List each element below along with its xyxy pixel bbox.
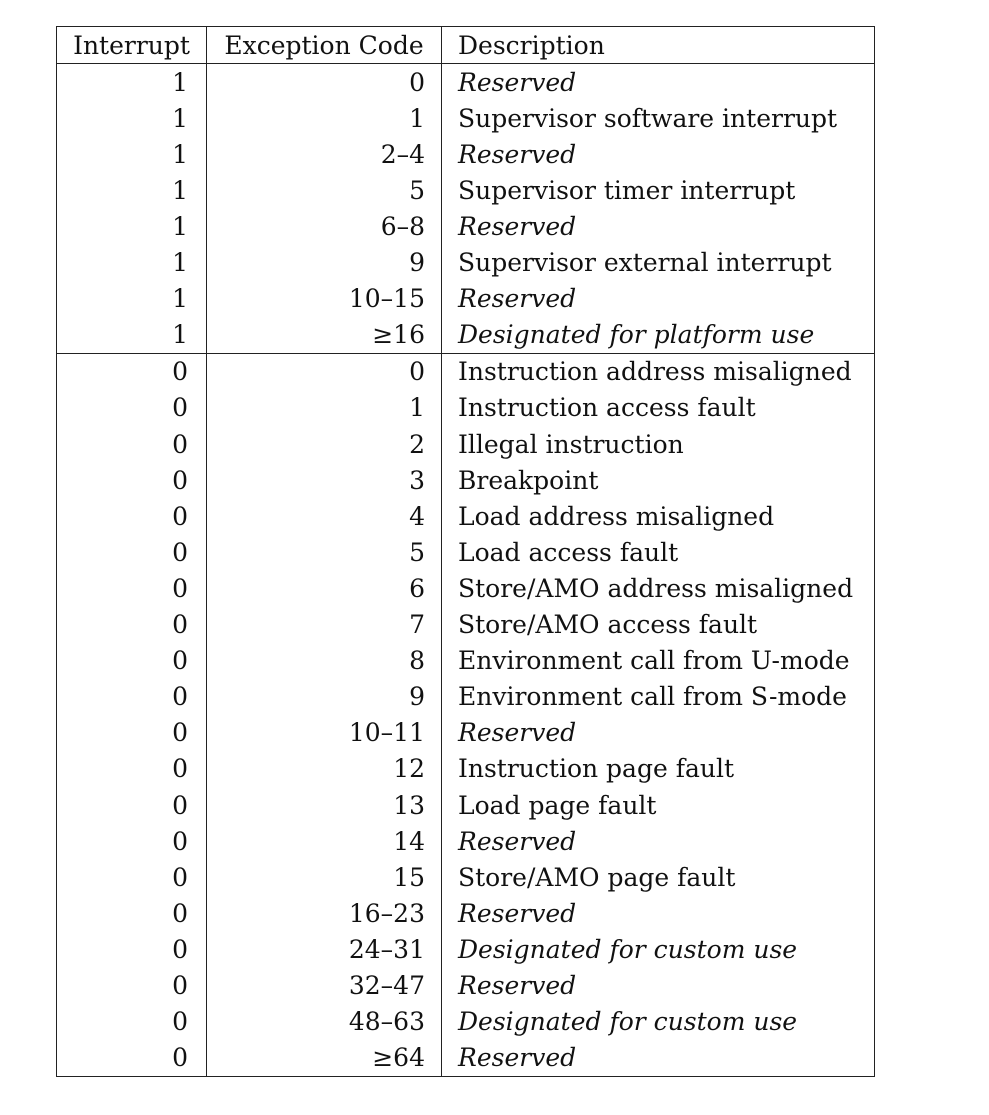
header-row	[57, 27, 875, 64]
interrupt-cell: 1	[57, 136, 207, 172]
table-row	[57, 607, 875, 643]
header-description: Description	[442, 27, 875, 64]
header-exception-code: Exception Code	[207, 27, 442, 64]
table-row	[57, 859, 875, 895]
interrupt-cell: 0	[57, 607, 207, 643]
interrupt-cell: 1	[57, 64, 207, 101]
table-body	[57, 64, 875, 1077]
description-cell: Store/AMO page fault	[442, 859, 875, 895]
table-row	[57, 245, 875, 281]
exception-code-cell: 2–4	[207, 136, 442, 172]
exception-code-cell: 10–11	[207, 715, 442, 751]
interrupt-cell: 1	[57, 100, 207, 136]
exception-code-cell: 32–47	[207, 967, 442, 1003]
description-cell: Supervisor external interrupt	[442, 245, 875, 281]
description-cell: Instruction page fault	[442, 751, 875, 787]
interrupt-cell: 0	[57, 1040, 207, 1077]
exception-code-cell: 14	[207, 823, 442, 859]
description-cell: Reserved	[442, 136, 875, 172]
exception-code-cell: 4	[207, 498, 442, 534]
interrupt-cell: 0	[57, 426, 207, 462]
exception-code-cell: 0	[207, 64, 442, 101]
table-row	[57, 208, 875, 244]
exception-code-cell: 5	[207, 172, 442, 208]
table-row	[57, 353, 875, 390]
table-row	[57, 570, 875, 606]
exception-code-cell: 6–8	[207, 208, 442, 244]
interrupt-cell: 0	[57, 534, 207, 570]
interrupt-cell: 1	[57, 208, 207, 244]
table-row	[57, 787, 875, 823]
header-interrupt: Interrupt	[57, 27, 207, 64]
description-cell: Illegal instruction	[442, 426, 875, 462]
exception-code-cell: ≥16	[207, 317, 442, 354]
table-row	[57, 751, 875, 787]
description-cell: Load address misaligned	[442, 498, 875, 534]
table-row	[57, 1040, 875, 1077]
exception-code-cell: 48–63	[207, 1004, 442, 1040]
description-cell: Supervisor software interrupt	[442, 100, 875, 136]
table-row	[57, 390, 875, 426]
description-cell: Reserved	[442, 1040, 875, 1077]
description-cell: Instruction address misaligned	[442, 353, 875, 390]
table-row	[57, 967, 875, 1003]
interrupt-cell: 0	[57, 787, 207, 823]
table-row	[57, 931, 875, 967]
interrupt-cell: 0	[57, 679, 207, 715]
description-cell: Supervisor timer interrupt	[442, 172, 875, 208]
interrupt-cell: 1	[57, 317, 207, 354]
interrupt-cell: 0	[57, 715, 207, 751]
exception-code-cell: 9	[207, 245, 442, 281]
description-cell: Load page fault	[442, 787, 875, 823]
description-cell: Environment call from U-mode	[442, 643, 875, 679]
table-row	[57, 498, 875, 534]
description-cell: Designated for platform use	[442, 317, 875, 354]
interrupt-cell: 0	[57, 859, 207, 895]
interrupt-cell: 0	[57, 462, 207, 498]
exception-code-cell: 6	[207, 570, 442, 606]
description-cell: Reserved	[442, 823, 875, 859]
description-cell: Instruction access fault	[442, 390, 875, 426]
exception-code-cell: 8	[207, 643, 442, 679]
description-cell: Reserved	[442, 967, 875, 1003]
description-cell: Load access fault	[442, 534, 875, 570]
table-row	[57, 100, 875, 136]
interrupt-cell: 0	[57, 895, 207, 931]
description-cell: Reserved	[442, 64, 875, 101]
interrupt-cell: 0	[57, 498, 207, 534]
interrupt-cell: 0	[57, 570, 207, 606]
table-row	[57, 1004, 875, 1040]
table-row	[57, 317, 875, 354]
table-row	[57, 895, 875, 931]
table-row	[57, 823, 875, 859]
exception-code-cell: 1	[207, 100, 442, 136]
interrupt-cell: 1	[57, 172, 207, 208]
description-cell: Designated for custom use	[442, 931, 875, 967]
exception-code-cell: 16–23	[207, 895, 442, 931]
exception-code-cell: 1	[207, 390, 442, 426]
description-cell: Reserved	[442, 715, 875, 751]
exception-code-cell: 5	[207, 534, 442, 570]
table-row	[57, 534, 875, 570]
table-row	[57, 64, 875, 101]
exception-code-cell: 9	[207, 679, 442, 715]
description-cell: Reserved	[442, 895, 875, 931]
exception-code-cell: 15	[207, 859, 442, 895]
exception-code-cell: 10–15	[207, 281, 442, 317]
interrupt-cell: 0	[57, 967, 207, 1003]
interrupt-cell: 0	[57, 931, 207, 967]
table-row	[57, 643, 875, 679]
interrupt-cell: 0	[57, 1004, 207, 1040]
interrupt-cell: 0	[57, 390, 207, 426]
table-row	[57, 679, 875, 715]
description-cell: Store/AMO address misaligned	[442, 570, 875, 606]
description-cell: Designated for custom use	[442, 1004, 875, 1040]
table-row	[57, 136, 875, 172]
interrupt-cell: 0	[57, 823, 207, 859]
interrupt-cell: 0	[57, 353, 207, 390]
description-cell: Reserved	[442, 208, 875, 244]
exception-code-cell: 24–31	[207, 931, 442, 967]
description-cell: Environment call from S-mode	[442, 679, 875, 715]
table-row	[57, 426, 875, 462]
exception-code-cell: ≥64	[207, 1040, 442, 1077]
interrupt-cell: 1	[57, 281, 207, 317]
interrupt-cell: 0	[57, 751, 207, 787]
table-row	[57, 462, 875, 498]
table-row	[57, 172, 875, 208]
description-cell: Reserved	[442, 281, 875, 317]
interrupt-cell: 1	[57, 245, 207, 281]
exception-code-cell: 7	[207, 607, 442, 643]
description-cell: Breakpoint	[442, 462, 875, 498]
exception-code-cell: 13	[207, 787, 442, 823]
exception-code-table	[56, 26, 875, 1077]
exception-code-cell: 3	[207, 462, 442, 498]
table-row	[57, 281, 875, 317]
exception-code-cell: 12	[207, 751, 442, 787]
description-cell: Store/AMO access fault	[442, 607, 875, 643]
table-row	[57, 715, 875, 751]
exception-code-cell: 2	[207, 426, 442, 462]
interrupt-cell: 0	[57, 643, 207, 679]
exception-code-cell: 0	[207, 353, 442, 390]
